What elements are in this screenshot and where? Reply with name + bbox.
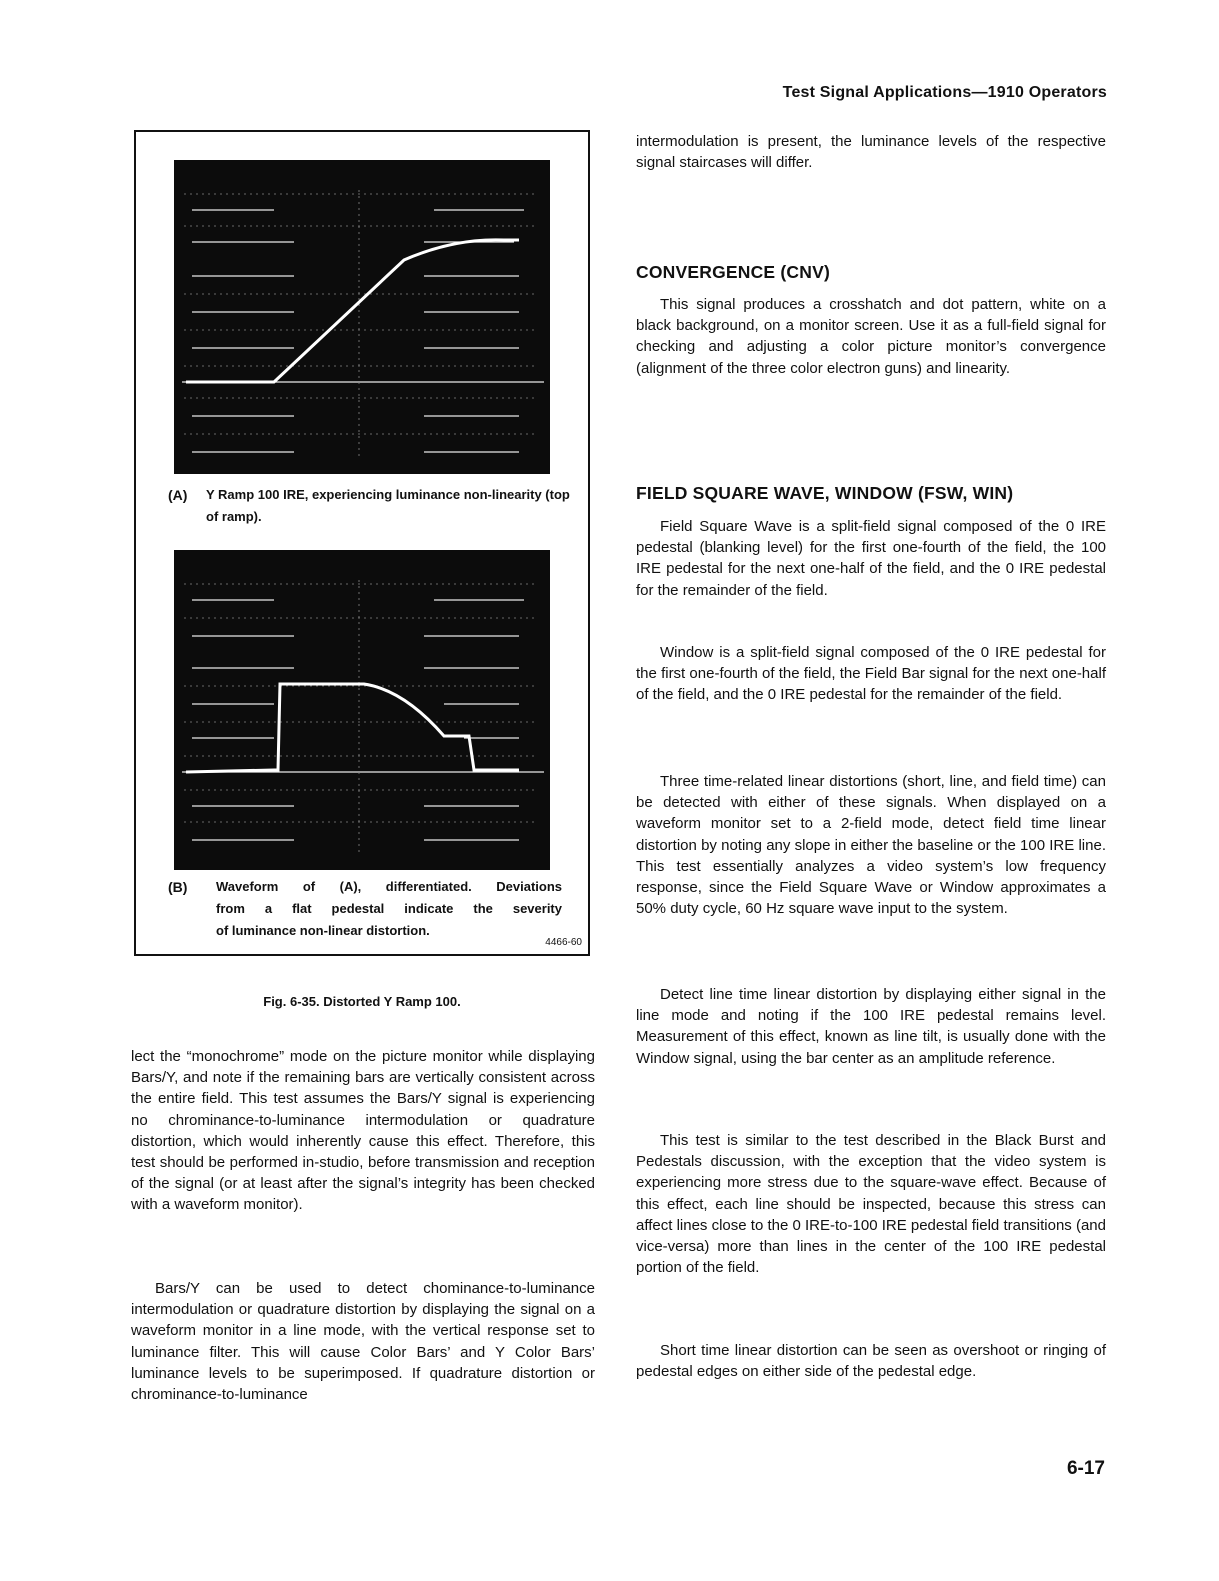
convergence-heading: CONVERGENCE (CNV) <box>636 262 830 282</box>
convergence-paragraph: This signal produces a crosshatch and dot pattern, white on a black background, on a monitor screen. Use it as a full-field signal for checking and adjusting a color picture monitor’s convergence (alignment of the three color electron guns) and linearity. <box>636 296 1106 377</box>
fsw-heading: FIELD SQUARE WAVE, WINDOW (FSW, WIN) <box>636 483 1014 503</box>
fsw-paragraph-3: Three time-related linear distortions (short, line, and field time) can be detected with either of these signals. When displayed on a waveform monitor set to a 2-field mode, detect field time linear distortion by noting any slope in either the baseline or the 100 IRE line. This test essentially analyzes a video system’s low frequency response, since the Field Square Wave or Window approximates a 50% duty cycle, 60 Hz square wave input to the system. <box>636 773 1106 918</box>
figure-code: 4466-60 <box>545 937 582 948</box>
right-paragraph-0: intermodulation is present, the luminance levels of the respective signal staircases will differ. <box>636 133 1106 172</box>
fsw-paragraph-2: Window is a split-field signal composed of the 0 IRE pedestal for the first one-fourth of the field, the Field Bar signal for the next one-half of the field, and the 0 IRE pedestal for the remainder of the field. <box>636 644 1106 704</box>
fsw-paragraph-1: Field Square Wave is a split-field signal composed of the 0 IRE pedestal (blanking level) for the first one-fourth of the field, the 100 IRE pedestal for the next one-half of the field, and the 0 IRE pedestal for the remainder of the field. <box>636 518 1106 599</box>
left-paragraph-1: lect the “monochrome” mode on the picture monitor while displaying Bars/Y, and note if the remaining bars are vertically consistent across the entire field. This test assumes the Bars/Y signal is experiencing no chrominance-to-luminance intermodulation or quadrature distortion, which would inherently cause this effect. Therefore, this test should be performed in-studio, before transmission and reception of the signal (or at least after the signal’s integrity has been checked with a waveform monitor). <box>131 1048 595 1214</box>
fsw-paragraph-4: Detect line time linear distortion by displaying either signal in the line mode and noting if the 100 IRE pedestal remains level. Measurement of this effect, known as line tilt, is usually done with the Window signal, using the bar center as an amplitude reference. <box>636 986 1106 1067</box>
waveform-photo-b <box>174 550 550 870</box>
caption-b-line-1: Waveform of (A), differentiated. Deviations <box>216 879 562 894</box>
left-column-2 <box>131 1278 595 1405</box>
fsw-paragraph-6: Short time linear distortion can be seen as overshoot or ringing of pedestal edges on either side of the pedestal edge. <box>636 1342 1106 1381</box>
page-number: 6-17 <box>1066 1458 1105 1479</box>
left-column <box>131 1046 595 1216</box>
fsw-paragraph-5: This test is similar to the test described in the Black Burst and Pedestals discussion, with the exception that the video system is experiencing more stress due to the square-wave effect. Because of this effect, each line should be inspected, because this stress can affect lines close to the 0 IRE-to-100 IRE pedestal field transitions (and vice-versa) more than lines in the center of the 100 IRE pedestal portion of the field. <box>636 1132 1106 1277</box>
figure-title: Fig. 6-35. Distorted Y Ramp 100. <box>263 994 461 1009</box>
figure-box: (A) Y Ramp 100 IRE, experiencing luminance non-linearity (top of ramp). (B) Waveform of (A), differentiated. Deviations from a flat pedestal indicate the severity of luminance non-linear distortion. 4466-60 <box>134 130 590 956</box>
caption-b-line-2: from a flat pedestal indicate the severity <box>216 901 562 916</box>
left-paragraph-2: Bars/Y can be used to detect chominance-to-luminance intermodulation or quadrature distortion by displaying the signal on a waveform monitor in a line mode, with the vertical response set to luminance filter. This will cause Color Bars’ and Y Color Bars’ luminance levels to be superimposed. If quadrature distortion or chrominance-to-luminance <box>131 1280 595 1404</box>
waveform-photo-a <box>174 160 550 474</box>
running-header: Test Signal Applications—1910 Operators <box>782 84 1107 101</box>
caption-b-line-3: of luminance non-linear distortion. <box>216 923 430 938</box>
